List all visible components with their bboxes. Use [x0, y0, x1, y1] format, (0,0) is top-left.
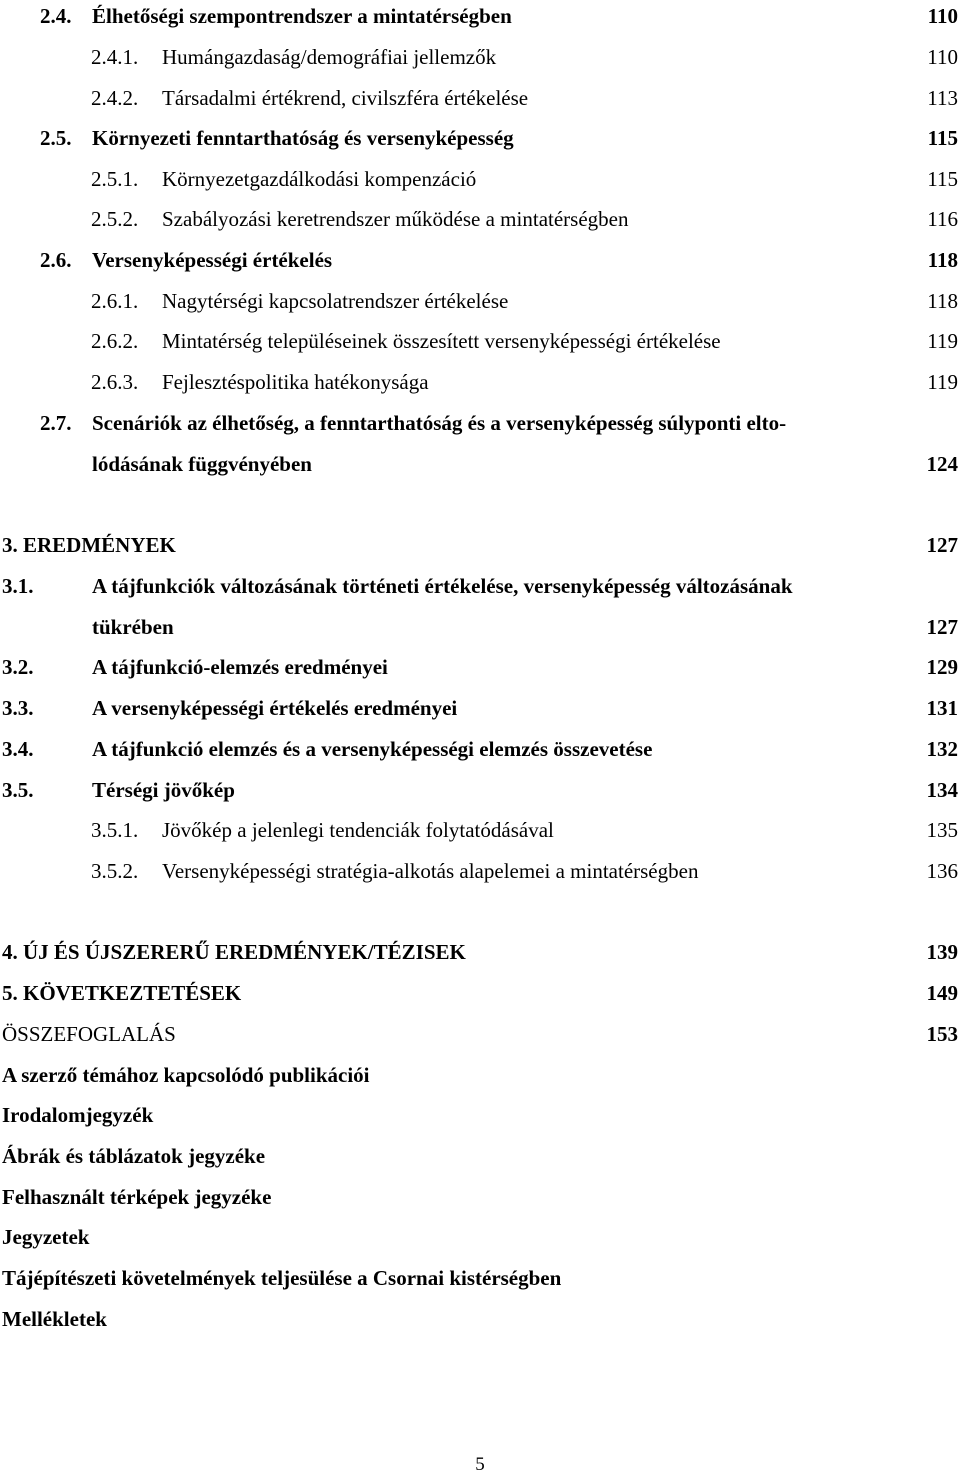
toc-entry-number: 2.6.2. [91, 329, 139, 353]
toc-backmatter[interactable] [0, 1141, 960, 1171]
toc-entry[interactable] [0, 856, 960, 886]
toc-entry[interactable] [0, 652, 960, 682]
toc-backmatter[interactable] [0, 1100, 960, 1130]
toc-entry-number: 2.4.1. [91, 45, 139, 69]
toc-backmatter-title: Tájépítészeti követelmények teljesülése a Csornai kistérségben [2, 1266, 562, 1290]
toc-entry-page: 127 [926, 533, 958, 557]
toc-entry-title: Humángazdaság/demográfiai jellemzők [162, 45, 497, 69]
toc-entry[interactable] [0, 571, 960, 601]
toc-entry-page: 139 [926, 940, 958, 964]
toc-backmatter[interactable] [0, 1263, 960, 1293]
toc-entry[interactable] [0, 326, 960, 356]
toc-backmatter-title: Mellékletek [2, 1307, 107, 1331]
toc-entry-continuation[interactable] [0, 449, 960, 479]
toc-entry-page: 127 [926, 615, 958, 639]
toc-entry-title: A tájfunkciók változásának történeti értékelése, versenyképesség változásának [92, 574, 793, 598]
toc-entry-title: Versenyképességi stratégia-alkotás alapelemei a mintatérségben [162, 859, 699, 883]
toc-entry-page: 119 [927, 370, 958, 394]
toc-entry-title: A tájfunkció elemzés és a versenyképességi elemzés összevetése [92, 737, 653, 761]
toc-entry-continuation[interactable] [0, 612, 960, 642]
toc-entry[interactable] [0, 83, 960, 113]
toc-entry-page: 118 [927, 289, 958, 313]
toc-chapter[interactable] [0, 937, 960, 967]
toc-entry[interactable] [0, 734, 960, 764]
toc-entry[interactable] [0, 815, 960, 845]
toc-entry-page: 124 [926, 452, 958, 476]
toc-entry-page: 115 [927, 167, 958, 191]
toc-entry-page: 110 [927, 45, 958, 69]
toc-entry-title: tükrében [92, 615, 174, 639]
toc-entry[interactable] [0, 204, 960, 234]
toc-entry-number: 2.6.1. [91, 289, 139, 313]
toc-entry[interactable] [0, 1, 960, 31]
toc-entry-title: Jövőkép a jelenlegi tendenciák folytatódásával [162, 818, 554, 842]
toc-backmatter[interactable] [0, 1060, 960, 1090]
toc-entry[interactable] [0, 693, 960, 723]
toc-entry[interactable] [0, 286, 960, 316]
toc-entry-number: 2.7. [40, 411, 72, 435]
toc-entry-title: Környezeti fenntarthatóság és versenyképesség [92, 126, 514, 150]
toc-chapter-title: ÖSSZEFOGLALÁS [2, 1022, 176, 1046]
toc-chapter[interactable] [0, 530, 960, 560]
toc-backmatter-title: Felhasznált térképek jegyzéke [2, 1185, 272, 1209]
toc-chapter-title: 3. EREDMÉNYEK [2, 533, 176, 557]
toc-entry-page: 118 [927, 248, 958, 272]
toc-entry[interactable] [0, 408, 960, 438]
toc-entry-page: 132 [926, 737, 958, 761]
toc-entry-title: Térségi jövőkép [92, 778, 235, 802]
toc-entry-number: 3.5.2. [91, 859, 139, 883]
toc-entry-number: 3.5. [2, 778, 34, 802]
toc-entry-page: 136 [926, 859, 958, 883]
toc-backmatter-title: A szerző témához kapcsolódó publikációi [2, 1063, 370, 1087]
toc-backmatter[interactable] [0, 1304, 960, 1334]
toc-entry-title: Élhetőségi szempontrendszer a mintatérségben [92, 4, 512, 28]
toc-entry[interactable] [0, 42, 960, 72]
toc-entry-number: 2.5.2. [91, 207, 139, 231]
toc-backmatter-title: Ábrák és táblázatok jegyzéke [2, 1144, 266, 1168]
toc-entry-page: 135 [926, 818, 958, 842]
toc-chapter[interactable] [0, 978, 960, 1008]
toc-entry-title: Fejlesztéspolitika hatékonysága [162, 370, 429, 394]
toc-entry-number: 2.5. [40, 126, 72, 150]
toc-entry-page: 134 [926, 778, 958, 802]
toc-entry-page: 116 [927, 207, 958, 231]
toc-backmatter-title: Jegyzetek [2, 1225, 90, 1249]
toc-entry-title: Társadalmi értékrend, civilszféra értékelése [162, 86, 529, 110]
toc-entry-number: 3.4. [2, 737, 34, 761]
toc-entry[interactable] [0, 164, 960, 194]
toc-entry[interactable] [0, 245, 960, 275]
toc-entry-page: 149 [926, 981, 958, 1005]
toc-entry-page: 131 [926, 696, 958, 720]
toc-entry-page: 115 [927, 126, 958, 150]
toc-entry[interactable] [0, 123, 960, 153]
toc-entry-title: A versenyképességi értékelés eredményei [92, 696, 458, 720]
toc-entry-page: 119 [927, 329, 958, 353]
toc-entry-title: Szabályozási keretrendszer működése a mintatérségben [162, 207, 629, 231]
toc-entry-title: Versenyképességi értékelés [92, 248, 333, 272]
toc-backmatter[interactable] [0, 1182, 960, 1212]
toc-chapter-title: 5. KÖVETKEZTETÉSEK [2, 981, 242, 1005]
toc-entry-number: 3.2. [2, 655, 34, 679]
toc-chapter[interactable] [0, 1019, 960, 1049]
toc-entry-number: 3.5.1. [91, 818, 139, 842]
toc-entry-number: 2.6. [40, 248, 72, 272]
toc-chapter-title: 4. ÚJ ÉS ÚJSZERERŰ EREDMÉNYEK/TÉZISEK [2, 940, 466, 964]
toc-entry-page: 110 [927, 4, 958, 28]
toc-entry-page: 129 [926, 655, 958, 679]
page-number: 5 [475, 1454, 485, 1475]
toc-entry-number: 3.3. [2, 696, 34, 720]
toc-backmatter-title: Irodalomjegyzék [2, 1103, 154, 1127]
toc-entry-title: Scenáriók az élhetőség, a fenntarthatóság és a versenyképesség súlyponti elto- [92, 411, 787, 435]
toc-entry-page: 113 [927, 86, 958, 110]
toc-entry-title: Környezetgazdálkodási kompenzáció [162, 167, 477, 191]
toc-entry-title: Nagytérségi kapcsolatrendszer értékelése [162, 289, 509, 313]
toc-entry-title: Mintatérség településeinek összesített versenyképességi értékelése [162, 329, 721, 353]
toc-entry-number: 2.6.3. [91, 370, 139, 394]
toc-entry-page: 153 [926, 1022, 958, 1046]
toc-entry-title: lódásának függvényében [92, 452, 312, 476]
toc-entry-number: 2.4.2. [91, 86, 139, 110]
toc-entry[interactable] [0, 367, 960, 397]
toc-entry-number: 3.1. [2, 574, 34, 598]
toc-entry-title: A tájfunkció-elemzés eredményei [92, 655, 388, 679]
toc-entry-number: 2.5.1. [91, 167, 139, 191]
toc-entry[interactable] [0, 775, 960, 805]
toc-entry-number: 2.4. [40, 4, 72, 28]
toc-backmatter[interactable] [0, 1222, 960, 1252]
